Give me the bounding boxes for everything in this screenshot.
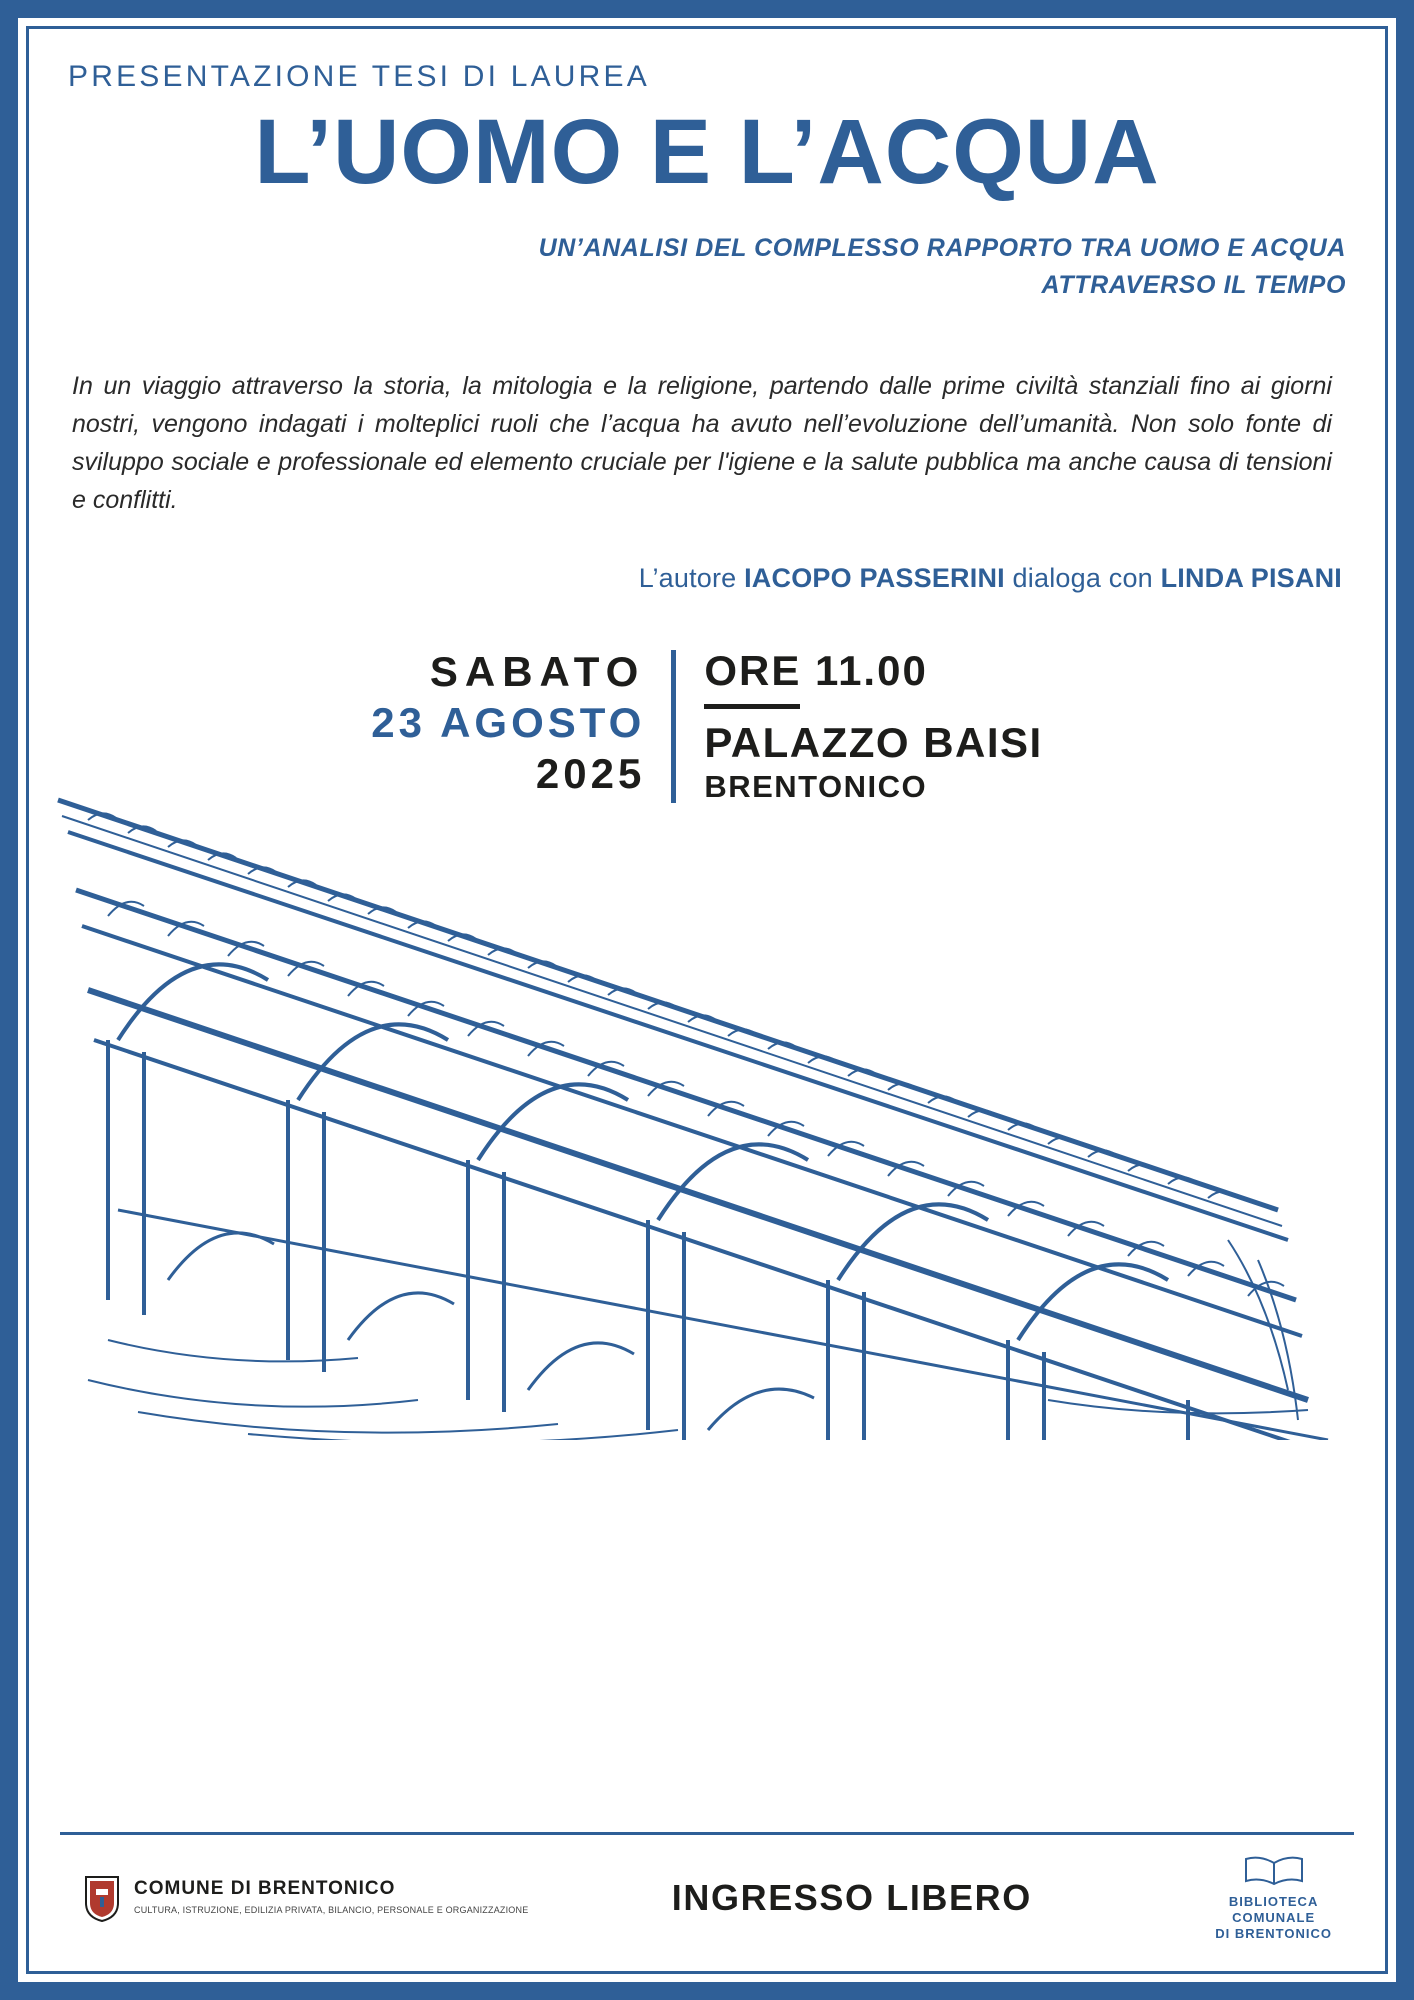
speakers-prefix: L’autore [638,562,745,593]
poster-footer [60,1832,1354,1960]
roman-aqueduct-illustration [22,740,1374,1440]
coat-of-arms-icon [82,1873,122,1923]
poster-content [60,50,1354,1960]
comune-logo-text [134,1878,528,1916]
comune-logo [82,1873,528,1923]
biblioteca-logo [1215,1853,1332,1943]
poster-speakers [60,563,1342,594]
poster-subtitle [60,230,1346,305]
admission-label: INGRESSO LIBERO [671,1876,1032,1918]
biblioteca-line-1: BIBLIOTECA [1228,1893,1319,1909]
aqueduct-drawing-icon [22,740,1374,1440]
poster-subtitle-line-1: UN’ANALISI DEL COMPLESSO RAPPORTO TRA UOMO E ACQUA [538,233,1346,262]
biblioteca-line-3: DI BRENTONICO [1215,1926,1332,1942]
comune-name: COMUNE DI BRENTONICO [134,1878,396,1900]
poster-kicker: PRESENTAZIONE TESI DI LAUREA [68,60,650,93]
event-town: BRENTONICO [704,769,928,805]
biblioteca-line-2: COMUNALE [1232,1909,1316,1925]
open-book-icon [1242,1853,1306,1887]
event-day: SABATO [429,647,646,695]
event-year: 2025 [535,750,646,798]
speakers-author: IACOPO PASSERINI [744,562,1005,593]
poster-subtitle-line-2: ATTRAVERSO IL TEMPO [1041,271,1346,300]
event-time: ORE 11.00 [704,646,928,694]
event-venue: PALAZZO BAISI [704,719,1043,767]
speakers-middle: dialoga con [1004,562,1161,593]
poster-abstract: In un viaggio attraverso la storia, la mitologia e la religione, partendo dalle prime civiltà stanziali fino ai giorni nostri, vengono indagati i molteplici ruoli che l’acqua ha avuto nell’evoluzione dell’umanità. Non solo fonte di sviluppo sociale e professionale ed elemento cruciale per l'igiene e la salute pubblica ma anche causa di tensioni e conflitti. [72,371,1332,514]
speakers-interviewer: LINDA PISANI [1160,562,1342,593]
page-title: L’UOMO E L’ACQUA [254,101,1160,203]
comune-departments: CULTURA, ISTRUZIONE, EDILIZIA PRIVATA, BILANCIO, PERSONALE E ORGANIZZAZIONE [134,1905,529,1916]
event-date: 23 AGOSTO [371,699,646,747]
event-rule [704,704,800,709]
